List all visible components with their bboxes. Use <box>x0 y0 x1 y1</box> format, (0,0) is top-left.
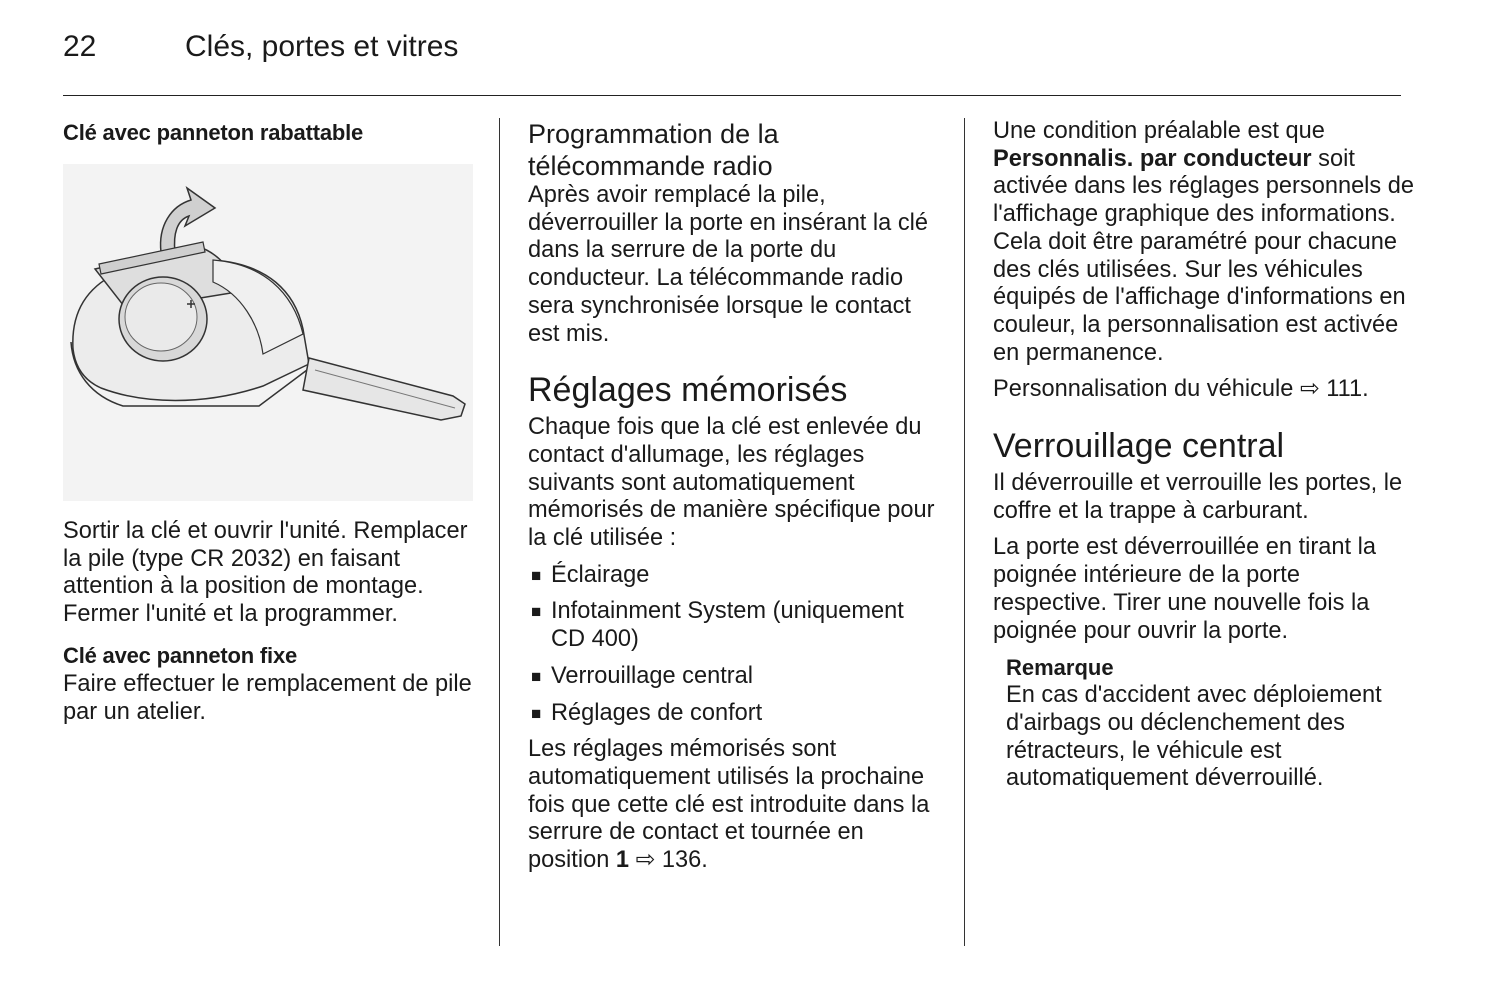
door-unlock-text: La porte est déverrouillée en tirant la poignée intérieure de la porte respective. Tirer une nouvelle fois la poignée pour ouvrir la porte. <box>993 534 1376 644</box>
memorised-settings-heading: Réglages mémorisés <box>528 371 848 410</box>
key-figure <box>63 164 473 501</box>
bullet-icon: ■ <box>531 602 542 622</box>
remote-programming-text: Après avoir remplacé la pile, déverrouiller la porte en insérant la clé dans la serrure de la porte du conducteur. La télécommande radio sera synchronisée lorsque le contact est mis. <box>528 182 928 347</box>
fixed-key-heading: Clé avec panneton fixe <box>63 642 298 668</box>
section-title: Clés, portes et vitres <box>185 30 459 63</box>
central-locking-text: Il déverrouille et verrouille les portes, le coffre et la trappe à carburant. <box>993 470 1403 524</box>
precondition-text: Une condition préalable est que Personnalis. par conducteur soit activée dans les réglages personnels de l'affichage graphique des informations. Cela doit être paramétré pour chacune des clés utilisées. Sur les véhicules équipés de l'affichage d'informations en couleur, la personnalisation est activée en permanence. <box>993 118 1415 366</box>
folding-key-battery-illustration-icon <box>63 164 473 501</box>
remote-programming-heading: Programmation de la télécommande radio <box>528 119 779 181</box>
note-title: Remarque <box>1006 655 1114 681</box>
header-rule <box>63 95 1401 96</box>
folding-key-heading: Clé avec panneton rabattable <box>63 120 364 145</box>
list-item: ■ Verrouillage central <box>531 662 753 689</box>
page-reference[interactable]: 136. <box>661 847 708 874</box>
bullet-icon: ■ <box>531 703 542 723</box>
column-divider <box>964 118 965 946</box>
list-item: ■ Infotainment System (uniquement CD 400) <box>531 598 904 653</box>
reference-arrow-icon: ⇨ <box>635 847 656 874</box>
personalisation-setting: Personnalis. par conducteur <box>993 145 1312 172</box>
column-divider <box>499 118 500 946</box>
bullet-icon: ■ <box>531 565 542 585</box>
memorised-settings-list <box>528 562 940 728</box>
central-locking-heading: Verrouillage central <box>993 427 1285 466</box>
note-box <box>1006 654 1418 793</box>
fixed-key-text: Faire effectuer le remplacement de pile par un atelier. <box>63 670 472 725</box>
note-text: En cas d'accident avec déploiement d'airbags ou déclenchement des rétracteurs, le véhicule est automatiquement déverrouillé. <box>1006 682 1382 792</box>
column-2 <box>528 118 940 884</box>
memorised-usage-text: Les réglages mémorisés sont automatiquement utilisés la prochaine fois que cette clé est introduite dans la serrure de contact et tournée en position 1 ⇨ 136. <box>528 736 930 874</box>
memorised-settings-text: Chaque fois que la clé est enlevée du contact d'allumage, les réglages suivants sont automatiquement mémorisés de manière spécifique pour la clé utilisée : <box>528 414 935 552</box>
reference-arrow-icon: ⇨ <box>1299 376 1320 403</box>
column-1 <box>63 118 475 735</box>
list-item: ■ Réglages de confort <box>531 699 763 726</box>
page-number: 22 <box>63 30 97 63</box>
list-item: ■ Éclairage <box>531 561 650 588</box>
vehicle-personalisation-ref: Personnalisation du véhicule ⇨ 111. <box>993 376 1369 403</box>
page-reference[interactable]: 111. <box>1326 376 1369 403</box>
replace-battery-text: Sortir la clé et ouvrir l'unité. Remplacer la pile (type CR 2032) en faisant attention à la position de montage. Fermer l'unité et la programmer. <box>63 518 468 628</box>
ignition-position: 1 <box>615 847 630 874</box>
bullet-icon: ■ <box>531 666 542 686</box>
column-3 <box>993 118 1418 802</box>
